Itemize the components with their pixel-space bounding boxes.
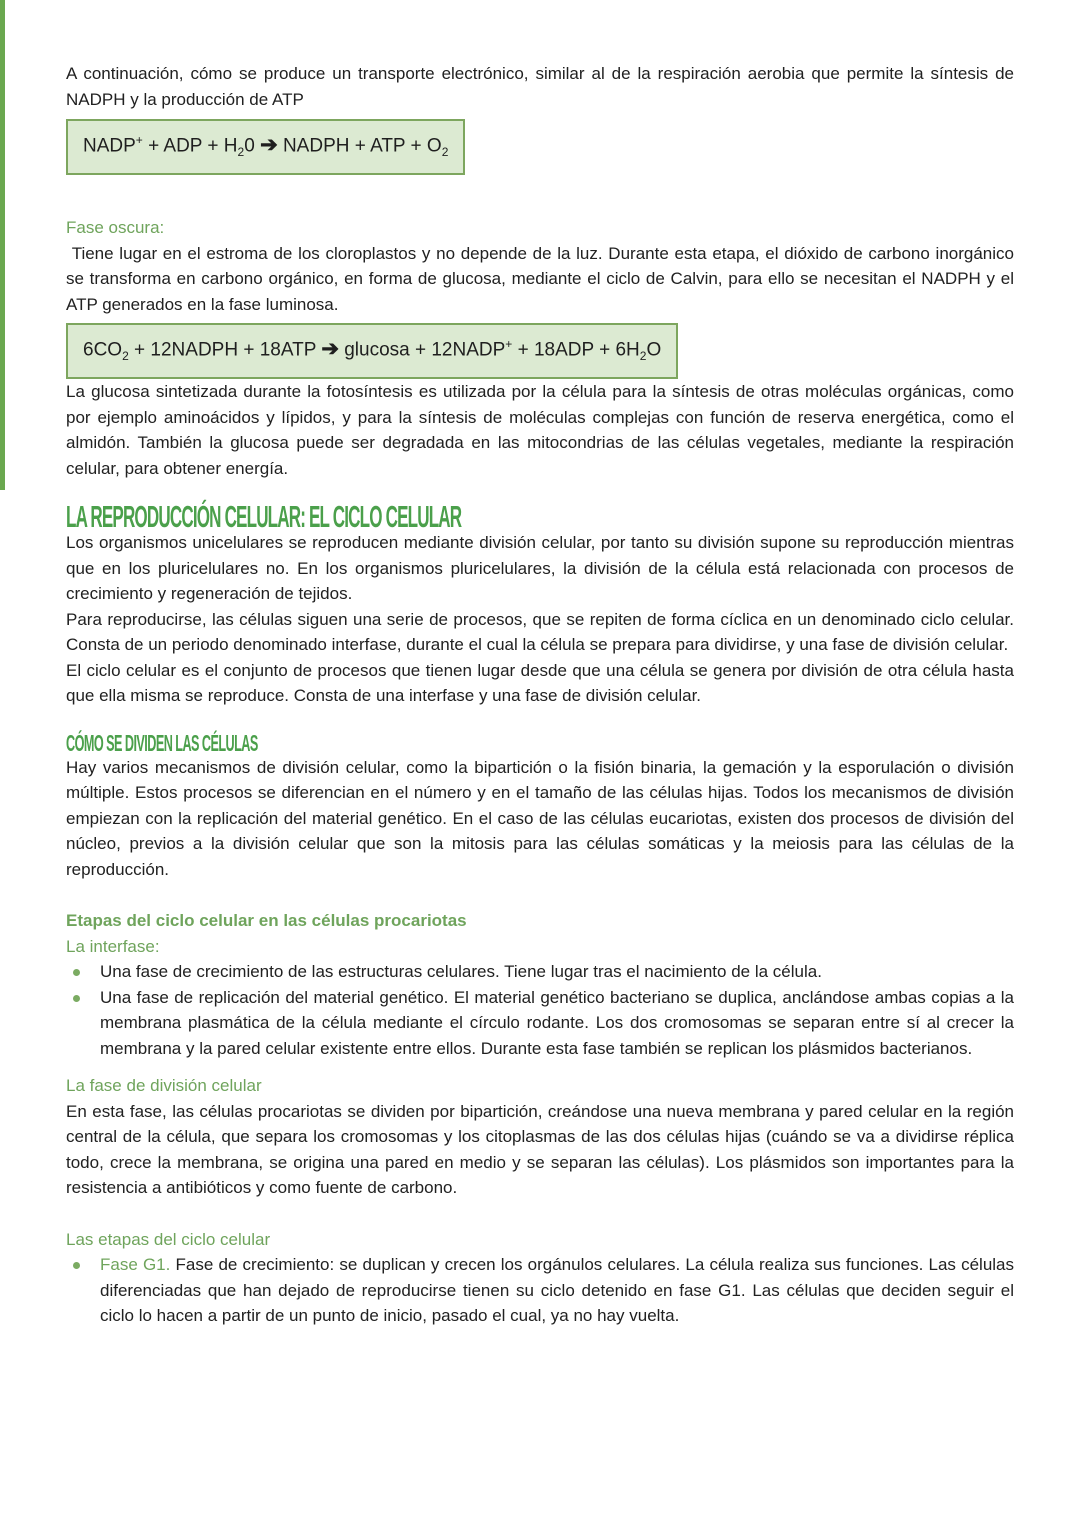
g1-phase-text: Fase de crecimiento: se duplican y crecen los orgánulos celulares. La célula realiza sus funciones. Las células diferenciadas que han dejado de reproducirse tienen su ciclo detenido en fase G1. Las células que deciden seguir el ciclo lo hacen a partir de un punto de inicio, pasado el cual, ya no hay vuelta. <box>100 1255 1015 1326</box>
formula-subscript: 2 <box>441 145 449 160</box>
division-phase-paragraph: En esta fase, las células procariotas se dividen por bipartición, creándose una nueva membrana y pared celular en la región central de la célula, que separa los cromosomas y los citoplasmas de las dos células hijas (cuándo se va a dividirse réplica todo, crece la membrana, se origina una pared en medio y se separan las células). Los plásmidos son importantes para la resistencia a antibióticos y como fuente de carbono. <box>66 1101 1014 1198</box>
formula-text: NADP <box>83 135 136 157</box>
formula-text: + 12NADPH + 18ATP <box>128 339 322 361</box>
formula-text: + ADP + H <box>142 135 238 157</box>
division-paragraph: Hay varios mecanismos de división celular, como la bipartición o la fisión binaria, la gemación y la esporulación o división múltiple. Estos procesos se diferencian en el número y en el tamaño de las células hijas. Todos los mecanismos de división empiezan con la replicación del material genético. En el caso de las células eucariotas, existen dos procesos de división del núcleo, previos a la división celular que son la mitosis para las células somáticas y la meiosis para las células de la reproducción. <box>66 757 1014 879</box>
interphase-bullet-list <box>66 959 1014 1061</box>
formula-text: O <box>646 339 662 361</box>
list-item <box>66 959 1014 985</box>
cycle-stages-bullet-list <box>66 1252 1014 1329</box>
formula-subscript: 2 <box>639 349 647 364</box>
formula-text: 0 <box>244 135 261 157</box>
formula-box-light-reaction <box>66 119 465 175</box>
division-heading-row <box>66 731 1014 755</box>
formula-subscript: 2 <box>122 349 129 364</box>
page-edge-accent <box>0 0 5 490</box>
section-heading-reproduccion-celular: LA REPRODUCCIÓN CELULAR: EL CICLO CELULAR <box>66 499 462 535</box>
formula-text: glucosa + 12NADP <box>338 339 506 361</box>
section-heading-fase-oscura: Fase oscura: <box>66 218 165 238</box>
glucose-paragraph: La glucosa sintetizada durante la fotosíntesis es utilizada por la célula para la síntesis de otras moléculas orgánicas, como por ejemplo aminoácidos y lípidos, y para la síntesis de moléculas complejas con función de reserva energética, como el almidón. También la glucosa puede ser degradada en las mitocondrias de las células vegetales, mediante la respiración celular, para obtener energía. <box>66 382 1014 478</box>
formula-text: 6CO <box>83 339 123 361</box>
formula-text: + 18ADP + 6H <box>512 339 640 361</box>
bullet-icon <box>73 969 80 976</box>
list-item-text: Una fase de replicación del material genético. El material genético bacteriano se duplica, anclándose ambas copias a la membrana plasmática de la célula mediante el círculo rodante. Los dos cromosomas se separan entre sí al crecer la membrana y la pared celular existente entre ellos. Durante esta fase también se replican los plásmidos bacterianos. <box>100 987 1014 1058</box>
section-heading-etapas-procariotas: Etapas del ciclo celular en las células procariotas <box>66 911 467 931</box>
bullet-icon <box>73 995 80 1002</box>
intro-paragraph: A continuación, cómo se produce un transporte electrónico, similar al de la respiración aerobia que permite la síntesis de NADPH y la producción de ATP <box>66 64 1014 109</box>
formula-text: NADPH + ATP + O <box>277 135 442 157</box>
subsection-heading-etapas-ciclo: Las etapas del ciclo celular <box>66 1229 271 1249</box>
formula-subscript: 2 <box>237 145 245 160</box>
reproduction-heading-row <box>66 499 1014 535</box>
right-arrow-icon: ➔ <box>260 133 278 157</box>
reproduction-paragraph-2: Para reproducirse, las células siguen una serie de procesos, que se repiten de forma cíclica en un denominado ciclo celular. Consta de un periodo denominado interfase, durante el cual la célula se prepara para dividirse, y una fase de división celular. <box>66 609 1014 655</box>
dark-phase-paragraph: Tiene lugar en el estroma de los cloroplastos y no depende de la luz. Durante esta etapa, el dióxido de carbono inorgánico se transforma en carbono orgánico, en forma de glucosa, mediante el ciclo de Calvin, para ello se necesitan el NADPH y el ATP generados en la fase luminosa. <box>66 243 1014 314</box>
subsection-heading-fase-division: La fase de división celular <box>66 1076 262 1096</box>
subsection-heading-interfase: La interfase: <box>66 936 160 956</box>
formula-box-calvin <box>66 323 678 379</box>
section-heading-como-se-dividen: CÓMO SE DIVIDEN LAS CÉLULAS <box>66 729 258 756</box>
reproduction-paragraph-1: Los organismos unicelulares se reproducen mediante división celular, por tanto su división supone su reproducción mientras que en los pluricelulares no. En los organismos pluricelulares, la división de la célula está relacionada con procesos de crecimiento y regeneración de tejidos. <box>66 533 1014 604</box>
list-item <box>66 1252 1014 1329</box>
formula-superscript: + <box>505 337 513 352</box>
reproduction-paragraph-3: El ciclo celular es el conjunto de procesos que tienen lugar desde que una célula se genera por división de otra célula hasta que ella misma se reproduce. Consta de una interfase y una fase de división celular. <box>66 660 1014 706</box>
calvin-formula-row <box>66 323 1014 379</box>
formula-superscript: + <box>135 133 143 147</box>
bullet-icon <box>73 1262 80 1269</box>
light-phase-formula-row <box>66 119 1014 175</box>
list-item-text: Una fase de crecimiento de las estructuras celulares. Tiene lugar tras el nacimiento de la célula. <box>100 962 822 982</box>
list-item <box>66 985 1014 1062</box>
right-arrow-icon: ➔ <box>321 337 339 361</box>
page-content <box>66 61 1014 1329</box>
g1-phase-label: Fase G1. <box>100 1255 171 1275</box>
